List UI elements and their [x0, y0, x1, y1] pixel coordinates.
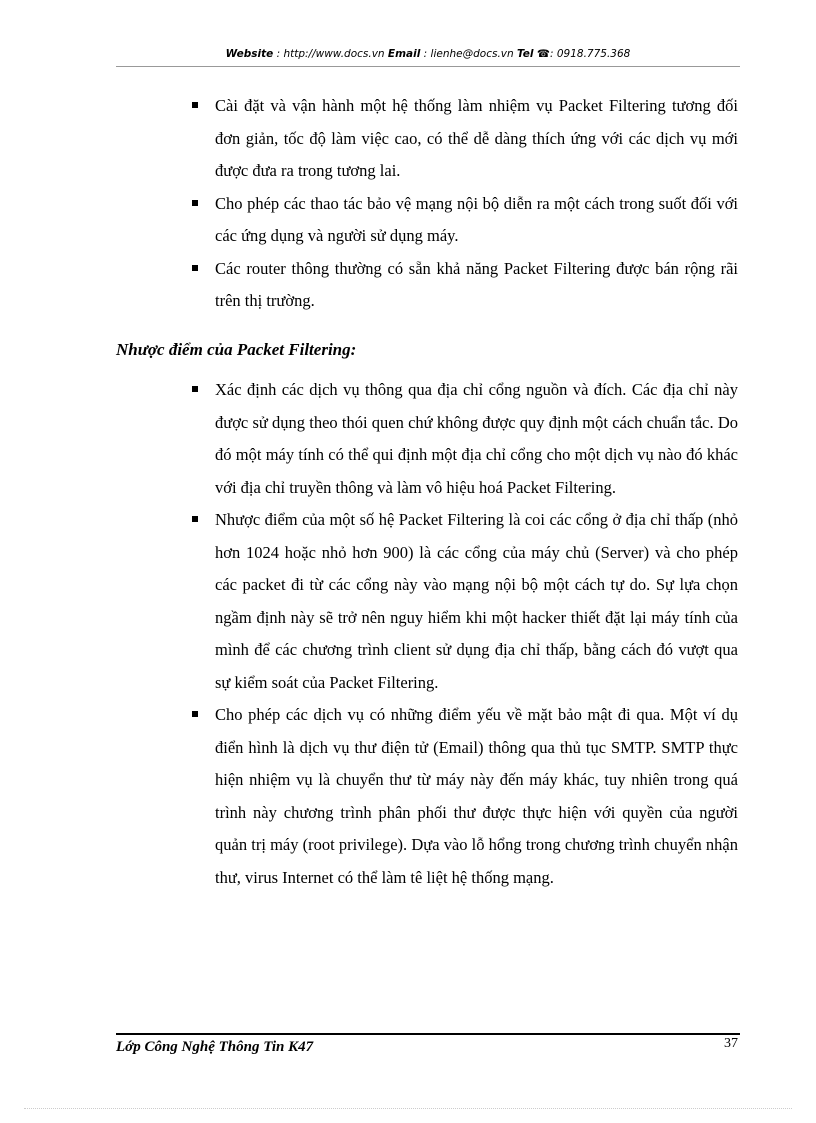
tel-label: Tel [517, 48, 534, 60]
footer-class-name: Lớp Công Nghệ Thông Tin K47 [116, 1039, 314, 1055]
email-label: Email [387, 48, 421, 60]
list-item [192, 374, 738, 504]
list-item-text: Cho phép các dịch vụ có những điểm yếu về mặt bảo mật đi qua. Một ví dụ điển hình là dịch vụ thư điện tử (Email) thông qua thủ tục SMTP. SMTP thực hiện nhiệm vụ là chuyển thư từ máy này đến máy khác, tuy nhiên trong quá trình này chương trình phân phối thư được thực hiện với quyền của người quản trị máy (root privilege). Dựa vào lỗ hổng trong chương trình chuyển nhận thư, virus Internet có thể làm tê liệt hệ thống mạng. [215, 705, 738, 887]
page-header [116, 46, 740, 62]
list-item [192, 504, 738, 699]
bullet-icon [192, 711, 198, 717]
bullet-icon [192, 265, 198, 271]
list-item-text: Xác định các dịch vụ thông qua địa chỉ cổng nguồn và đích. Các địa chỉ này được sử dụng theo thói quen chứ không được quy định một cách chuẩn tắc. Do đó một máy tính có thể qui định một địa chỉ cổng cho một dịch vụ nào đó khác với địa chỉ truyền thông và làm vô hiệu hoá Packet Filtering. [215, 380, 738, 497]
list-item-text: Nhược điểm của một số hệ Packet Filtering là coi các cổng ở địa chỉ thấp (nhỏ hơn 1024 hoặc nhỏ hơn 900) là các cổng của máy chủ (Server) và cho phép các packet đi từ các cổng này vào mạng nội bộ một cách tự do. Sự lựa chọn ngầm định này sẽ trở nên nguy hiểm khi một hacker thiết đặt lại máy tính của mình để các chương trình client sử dụng địa chỉ thấp, bằng cách đó vượt qua sự kiểm soát của Packet Filtering. [215, 510, 738, 692]
list-item [192, 253, 738, 318]
bullet-icon [192, 386, 198, 392]
tel-value: : 0918.775.368 [549, 48, 631, 60]
list-item-text: Cài đặt và vận hành một hệ thống làm nhiệm vụ Packet Filtering tương đối đơn giản, tốc độ làm việc cao, có thể dễ dàng thích ứng với các dịch vụ mới được đưa ra trong tương lai. [215, 96, 738, 180]
header-divider [116, 66, 740, 67]
phone-icon: ☎ [536, 48, 550, 60]
section-heading: Nhược điểm của Packet Filtering: [116, 340, 357, 359]
email-value: : lienhe@docs.vn [423, 48, 514, 60]
website-label: Website [225, 48, 274, 60]
list-item [192, 90, 738, 188]
footer-divider [116, 1033, 740, 1035]
list-item [192, 699, 738, 894]
advantages-list [192, 90, 738, 318]
bullet-icon [192, 516, 198, 522]
disadvantages-list [192, 374, 738, 894]
website-value: : http://www.docs.vn [276, 48, 385, 60]
bullet-icon [192, 200, 198, 206]
list-item-text: Cho phép các thao tác bảo vệ mạng nội bộ diễn ra một cách trong suốt đối với các ứng dụng và người sử dụng máy. [215, 193, 738, 245]
page-number: 37 [724, 1036, 738, 1051]
list-item [192, 188, 738, 253]
bullet-icon [192, 102, 198, 108]
page-edge-dots [24, 1108, 792, 1109]
list-item-text: Các router thông thường có sẵn khả năng Packet Filtering được bán rộng rãi trên thị trường. [215, 258, 738, 310]
